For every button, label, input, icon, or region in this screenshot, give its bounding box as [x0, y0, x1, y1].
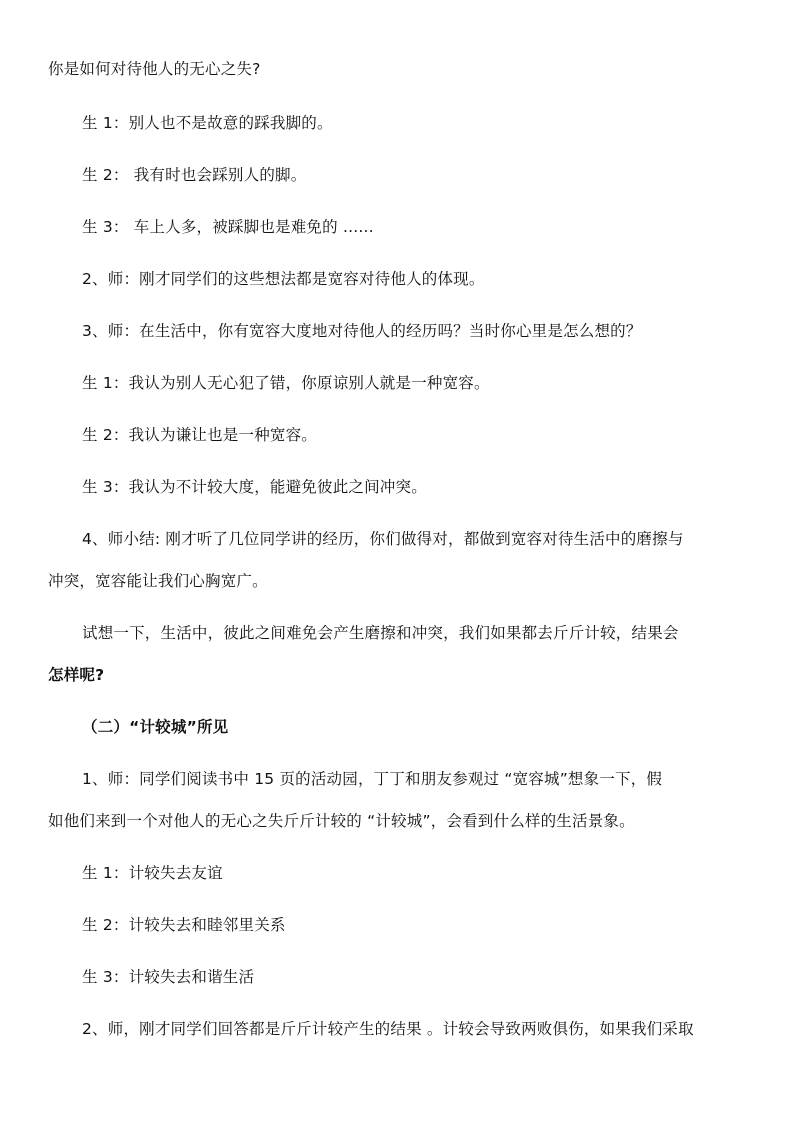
text-line-2: 生 1：别人也不是故意的踩我脚的。 [82, 114, 333, 132]
text-line-12: 试想一下，生活中，彼此之间难免会产生磨擦和冲突，我们如果都去斤斤计较，结果会 [82, 624, 679, 642]
text-line-18: 生 2：计较失去和睦邻里关系 [82, 916, 286, 934]
section-heading: （二）“计较城”所见 [82, 718, 229, 736]
text-line-20: 2、师，刚才同学们回答都是斤斤计较产生的结果 。计较会导致两败俱伤，如果我们采取 [82, 1020, 694, 1038]
text-line-19: 生 3：计较失去和谐生活 [82, 968, 255, 986]
text-line-15: 1、师：同学们阅读书中 15 页的活动园，丁丁和朋友参观过 “宽容城”想象一下，假 [82, 770, 663, 788]
text-line-6: 3、师：在生活中，你有宽容大度地对待他人的经历吗？当时你心里是怎么想的？ [82, 322, 642, 340]
text-line-17: 生 1：计较失去友谊 [82, 864, 223, 882]
text-line-3: 生 2： 我有时也会踩别人的脚。 [82, 166, 307, 184]
text-line-13: 怎样呢? [48, 666, 105, 684]
text-line-10: 4、师小结: 刚才听了几位同学讲的经历，你们做得对，都做到宽容对待生活中的磨擦与 [82, 530, 684, 548]
text-line-16: 如他们来到一个对他人的无心之失斤斤计较的 “计较城”，会看到什么样的生活景象。 [48, 812, 635, 830]
text-line-8: 生 2：我认为谦让也是一种宽容。 [82, 426, 317, 444]
text-line-5: 2、师：刚才同学们的这些想法都是宽容对待他人的体现。 [82, 270, 485, 288]
text-line-11: 冲突，宽容能让我们心胸宽广。 [48, 572, 268, 590]
text-line-4: 生 3： 车上人多，被踩脚也是难免的 ...... [82, 218, 374, 236]
text-line-1: 你是如何对待他人的无心之失? [48, 60, 261, 78]
text-line-9: 生 3：我认为不计较大度，能避免彼此之间冲突。 [82, 478, 427, 496]
text-line-7: 生 1：我认为别人无心犯了错，你原谅别人就是一种宽容。 [82, 374, 490, 392]
